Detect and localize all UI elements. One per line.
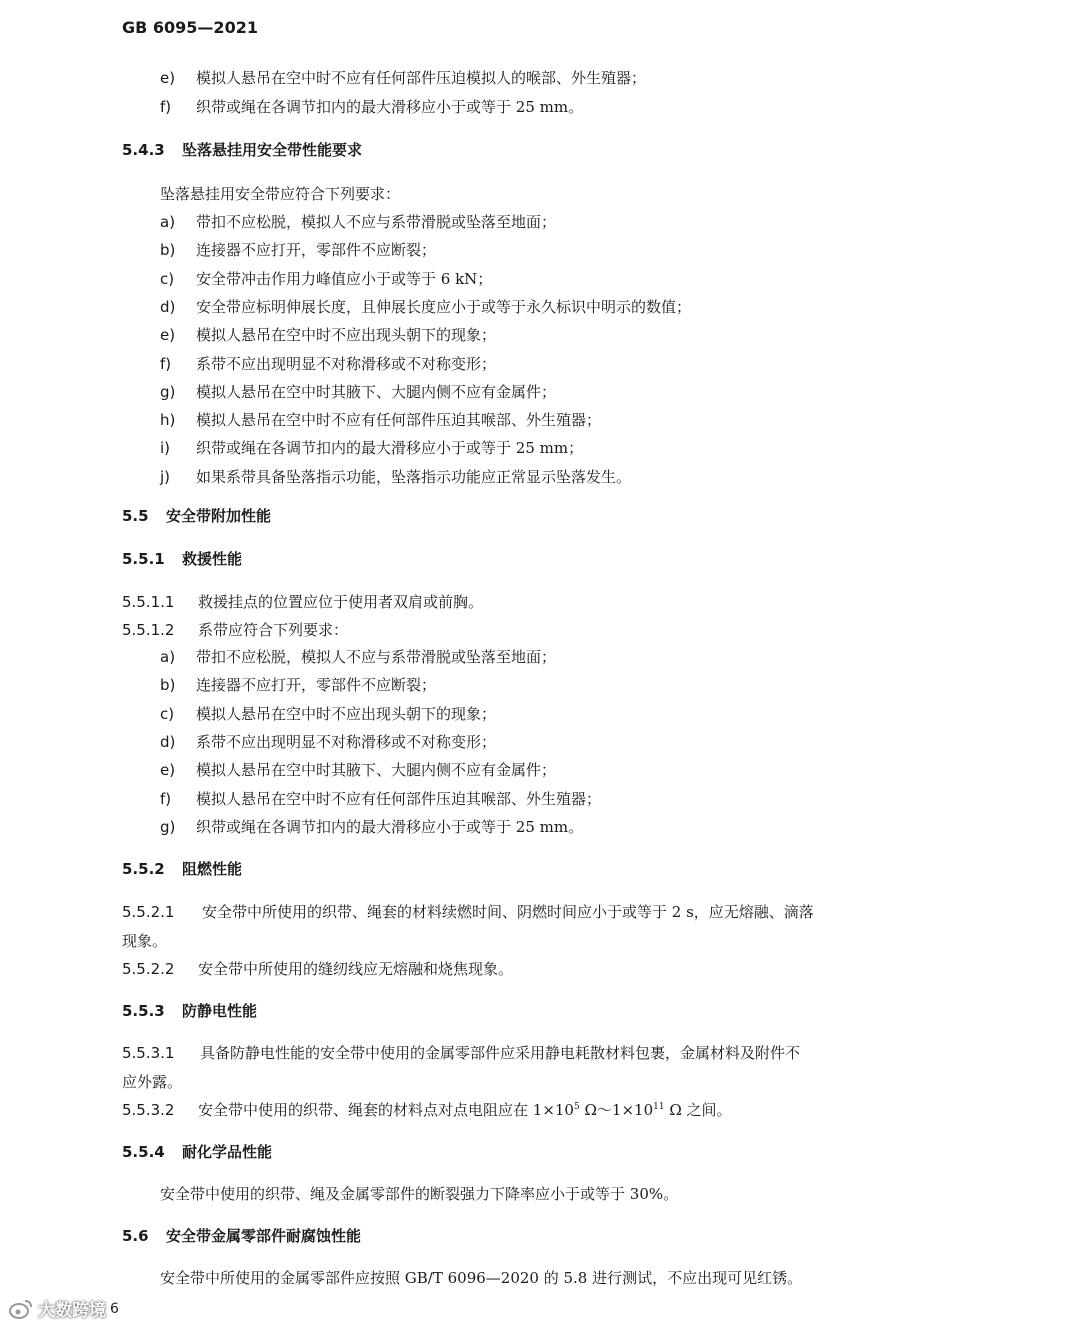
clause-5-5-1-2 (122, 620, 348, 640)
list-item (160, 297, 691, 317)
item-text: 模拟人悬吊在空中时其腋下、大腿内侧不应有金属件； (196, 382, 557, 401)
item-text: 连接器不应打开，零部件不应断裂； (196, 676, 437, 695)
item-label: d) (160, 297, 176, 316)
list-item (160, 675, 436, 695)
clause-continuation: 现象。 (122, 932, 168, 950)
list-item (160, 354, 496, 374)
paragraph: 安全带中使用的织带、绳及金属零部件的断裂强力下降率应小于或等于 30%。 (160, 1185, 679, 1203)
section-number: 5.5.2 (122, 860, 165, 878)
item-text: 安全带冲击作用力峰值应小于或等于 6 kN； (196, 269, 493, 288)
section-heading-5-5-3 (122, 1001, 257, 1021)
item-text: 如果系带具备坠落指示功能，坠落指示功能应正常显示坠落发生。 (196, 467, 632, 486)
list-item (160, 438, 583, 458)
clause-5-5-3-1 (122, 1043, 800, 1063)
clause-text: 安全带中所使用的织带、绳套的材料续燃时间、阴燃时间应小于或等于 2 s，应无熔融、滴落 (202, 903, 814, 921)
section-number: 5.5 (122, 507, 149, 525)
clause-number: 5.5.1.1 (122, 593, 175, 611)
exponent: 11 (653, 1102, 665, 1112)
watermark-text: 大数跨境 (38, 1301, 106, 1321)
item-text: 织带或绳在各调节扣内的最大滑移应小于或等于 25 mm。 (196, 817, 584, 836)
clause-5-5-1-1 (122, 592, 483, 612)
clause-5-5-2-2 (122, 959, 513, 979)
item-text: 系带不应出现明显不对称滑移或不对称变形； (196, 732, 497, 751)
item-label: e) (160, 69, 176, 87)
section-number: 5.4.3 (122, 141, 165, 159)
list-item (160, 68, 646, 88)
item-text: 织带或绳在各调节扣内的最大滑移应小于或等于 25 mm。 (196, 98, 584, 116)
item-text: 模拟人悬吊在空中时不应有任何部件压迫模拟人的喉部、外生殖器； (196, 69, 647, 87)
item-text: 织带或绳在各调节扣内的最大滑移应小于或等于 25 mm； (196, 439, 584, 458)
section-title: 救援性能 (182, 550, 243, 568)
clause-text: 系带应符合下列要求： (198, 621, 349, 639)
exponent: 5 (573, 1102, 580, 1112)
item-label: a) (160, 648, 176, 666)
clause-number: 5.5.3.2 (122, 1101, 175, 1119)
section-title: 耐化学品性能 (182, 1143, 273, 1161)
item-label: i) (160, 439, 171, 458)
section-heading-5-5-1 (122, 549, 242, 569)
section-heading-5-5-2 (122, 859, 242, 879)
list-item (160, 410, 601, 430)
list-item (160, 325, 496, 345)
item-label: e) (160, 326, 176, 345)
item-label: a) (160, 213, 176, 231)
section-number: 5.5.3 (122, 1002, 165, 1020)
item-text: 模拟人悬吊在空中时其腋下、大腿内侧不应有金属件； (196, 761, 557, 780)
clause-text: Ω～1×10 (579, 1101, 654, 1119)
clause-number: 5.5.3.1 (122, 1044, 175, 1062)
section-title: 防静电性能 (182, 1002, 258, 1020)
item-label: h) (160, 411, 176, 430)
item-label: b) (160, 241, 176, 260)
section-heading-5-5-4 (122, 1142, 272, 1162)
item-text: 模拟人悬吊在空中时不应出现头朝下的现象； (196, 326, 497, 345)
item-label: f) (160, 789, 172, 808)
section-heading-5-6 (122, 1226, 361, 1246)
section-title: 阻燃性能 (182, 860, 243, 878)
clause-text: 安全带中所使用的缝纫线应无熔融和烧焦现象。 (198, 960, 514, 978)
section-number: 5.5.4 (122, 1143, 165, 1161)
section-heading-5-5 (122, 506, 271, 526)
item-text: 带扣不应松脱，模拟人不应与系带滑脱或坠落至地面； (196, 213, 557, 231)
item-text: 模拟人悬吊在空中时不应有任何部件压迫其喉部、外生殖器； (196, 789, 602, 808)
clause-text: 安全带中使用的织带、绳套的材料点对点电阻应在 1×10 (198, 1101, 574, 1119)
list-item (160, 817, 583, 837)
clause-text: 具备防静电性能的安全带中使用的金属零部件应采用静电耗散材料包裹，金属材料及附件不 (200, 1044, 801, 1062)
weibo-logo-icon (8, 1298, 34, 1320)
item-label: f) (160, 354, 172, 373)
clause-5-5-2-1 (122, 902, 814, 922)
item-text: 模拟人悬吊在空中时不应出现头朝下的现象； (196, 704, 497, 723)
section-number: 5.5.1 (122, 550, 165, 568)
clause-5-5-3-2 (122, 1100, 732, 1120)
item-label: g) (160, 382, 176, 401)
item-text: 安全带应标明伸展长度，且伸展长度应小于或等于永久标识中明示的数值； (196, 297, 692, 316)
clause-text: Ω 之间。 (664, 1101, 732, 1119)
item-label: d) (160, 732, 176, 751)
item-label: c) (160, 704, 175, 723)
page-number: 6 (110, 1300, 119, 1317)
paragraph: 坠落悬挂用安全带应符合下列要求： (160, 185, 401, 203)
standard-number: GB 6095—2021 (122, 18, 258, 37)
item-text: 系带不应出现明显不对称滑移或不对称变形； (196, 354, 497, 373)
list-item (160, 732, 496, 752)
watermark (8, 1296, 119, 1321)
clause-text: 救援挂点的位置应位于使用者双肩或前胸。 (198, 593, 484, 611)
item-label: g) (160, 817, 176, 836)
list-item (160, 269, 492, 289)
list-item (160, 240, 436, 260)
section-number: 5.6 (122, 1227, 149, 1245)
list-item (160, 760, 556, 780)
list-item (160, 382, 556, 402)
item-label: f) (160, 98, 172, 116)
item-label: j) (160, 467, 171, 486)
clause-number: 5.5.2.2 (122, 960, 175, 978)
clause-number: 5.5.2.1 (122, 903, 175, 921)
list-item (160, 789, 601, 809)
item-text: 带扣不应松脱，模拟人不应与系带滑脱或坠落至地面； (196, 648, 557, 666)
item-label: b) (160, 676, 176, 695)
item-label: c) (160, 269, 175, 288)
section-title: 安全带金属零部件耐腐蚀性能 (166, 1227, 362, 1245)
list-item (160, 647, 556, 667)
item-text: 连接器不应打开，零部件不应断裂； (196, 241, 437, 260)
list-item (160, 212, 556, 232)
section-title: 安全带附加性能 (166, 507, 272, 525)
paragraph: 安全带中所使用的金属零部件应按照 GB/T 6096—2020 的 5.8 进行测试，不应出现可见红锈。 (160, 1269, 803, 1287)
item-text: 模拟人悬吊在空中时不应有任何部件压迫其喉部、外生殖器； (196, 411, 602, 430)
section-title: 坠落悬挂用安全带性能要求 (182, 141, 363, 159)
clause-number: 5.5.1.2 (122, 621, 175, 639)
section-heading-5-4-3 (122, 140, 362, 160)
clause-continuation: 应外露。 (122, 1073, 183, 1091)
list-item (160, 704, 496, 724)
item-label: e) (160, 761, 176, 780)
list-item (160, 97, 583, 117)
list-item (160, 467, 631, 487)
